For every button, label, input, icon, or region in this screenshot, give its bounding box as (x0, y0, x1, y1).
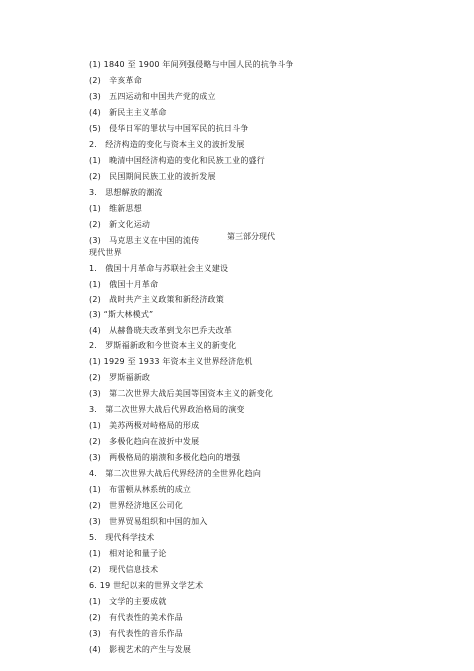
outline-heading: 4. 第二次世界大战后代界经济的全世界化趋向 (89, 469, 262, 478)
outline-heading: 3. 第二次世界大战后代界政治格局的演变 (89, 405, 245, 414)
outline-line: (1) 相对论和量子论 (89, 549, 167, 558)
outline-heading: 2. 经济构造的变化与资本主义的波折发展 (89, 140, 245, 149)
outline-line: (1) 晚清中国经济构造的变化和民族工业的盛行 (89, 156, 265, 165)
outline-line: (1) 布雷顿从林系统的成立 (89, 485, 192, 494)
part-heading-text: 第三部分现代 (227, 232, 275, 241)
outline-line: (1) 美苏两极对峙格局的形成 (89, 421, 200, 430)
outline-line: (3) 马克思主义在中国的流传 (89, 236, 200, 245)
outline-line: (2) 多极化趋向在波折中发展 (89, 437, 200, 446)
outline-line: (3) “斯大林模式” (89, 310, 154, 319)
outline-heading: 2. 罗斯福新政和今世资本主义的新变化 (89, 341, 237, 350)
outline-line: (1) 1840 至 1900 年间列强侵略与中国人民的抗争斗争 (89, 60, 294, 69)
outline-heading: 1. 俄国十月革命与苏联社会主义建设 (89, 264, 229, 273)
outline-line: (2) 战时共产主义政策和新经济政策 (89, 295, 224, 304)
outline-line: (1) 维新思想 (89, 204, 142, 213)
outline-line: (2) 民国期间民族工业的波折发展 (89, 172, 216, 181)
outline-line: (3) 有代表性的音乐作品 (89, 629, 183, 638)
outline-line: (2) 现代信息技术 (89, 565, 159, 574)
outline-line: (4) 新民主主义革命 (89, 108, 167, 117)
outline-line: (2) 新文化运动 (89, 220, 151, 229)
outline-heading: 5. 现代科学技术 (89, 533, 155, 542)
outline-heading: 6. 19 世纪以来的世界文学艺术 (89, 581, 204, 590)
outline-line: (3) 世界贸易组织和中国的加入 (89, 517, 208, 526)
outline-line: (5) 侵华日军的罪状与中国军民的抗日斗争 (89, 124, 249, 133)
outline-line: (4) 影视艺术的产生与发展 (89, 645, 192, 654)
outline-line: (4) 从赫鲁晓夫改革到戈尔巴乔夫改革 (89, 326, 233, 335)
outline-line: (2) 辛亥革命 (89, 76, 142, 85)
outline-line: (1) 俄国十月革命 (89, 280, 159, 289)
outline-heading: 3. 思想解放的潮流 (89, 188, 163, 197)
outline-line: (3) 两极格局的崩溃和多极化趋向的增强 (89, 453, 241, 462)
outline-line: (2) 罗斯福新政 (89, 373, 151, 382)
subsection-title: 现代世界 (89, 248, 122, 257)
outline-line: (2) 有代表性的美术作品 (89, 613, 183, 622)
outline-line: (1) 文学的主要成就 (89, 597, 167, 606)
outline-line: (2) 世界经济地区公司化 (89, 501, 183, 510)
outline-line: (1) 1929 至 1933 年资本主义世界经济危机 (89, 357, 253, 366)
outline-line: (3) 第二次世界大战后美国等国资本主义的新变化 (89, 389, 274, 398)
outline-line: (3) 五四运动和中国共产党的成立 (89, 92, 216, 101)
